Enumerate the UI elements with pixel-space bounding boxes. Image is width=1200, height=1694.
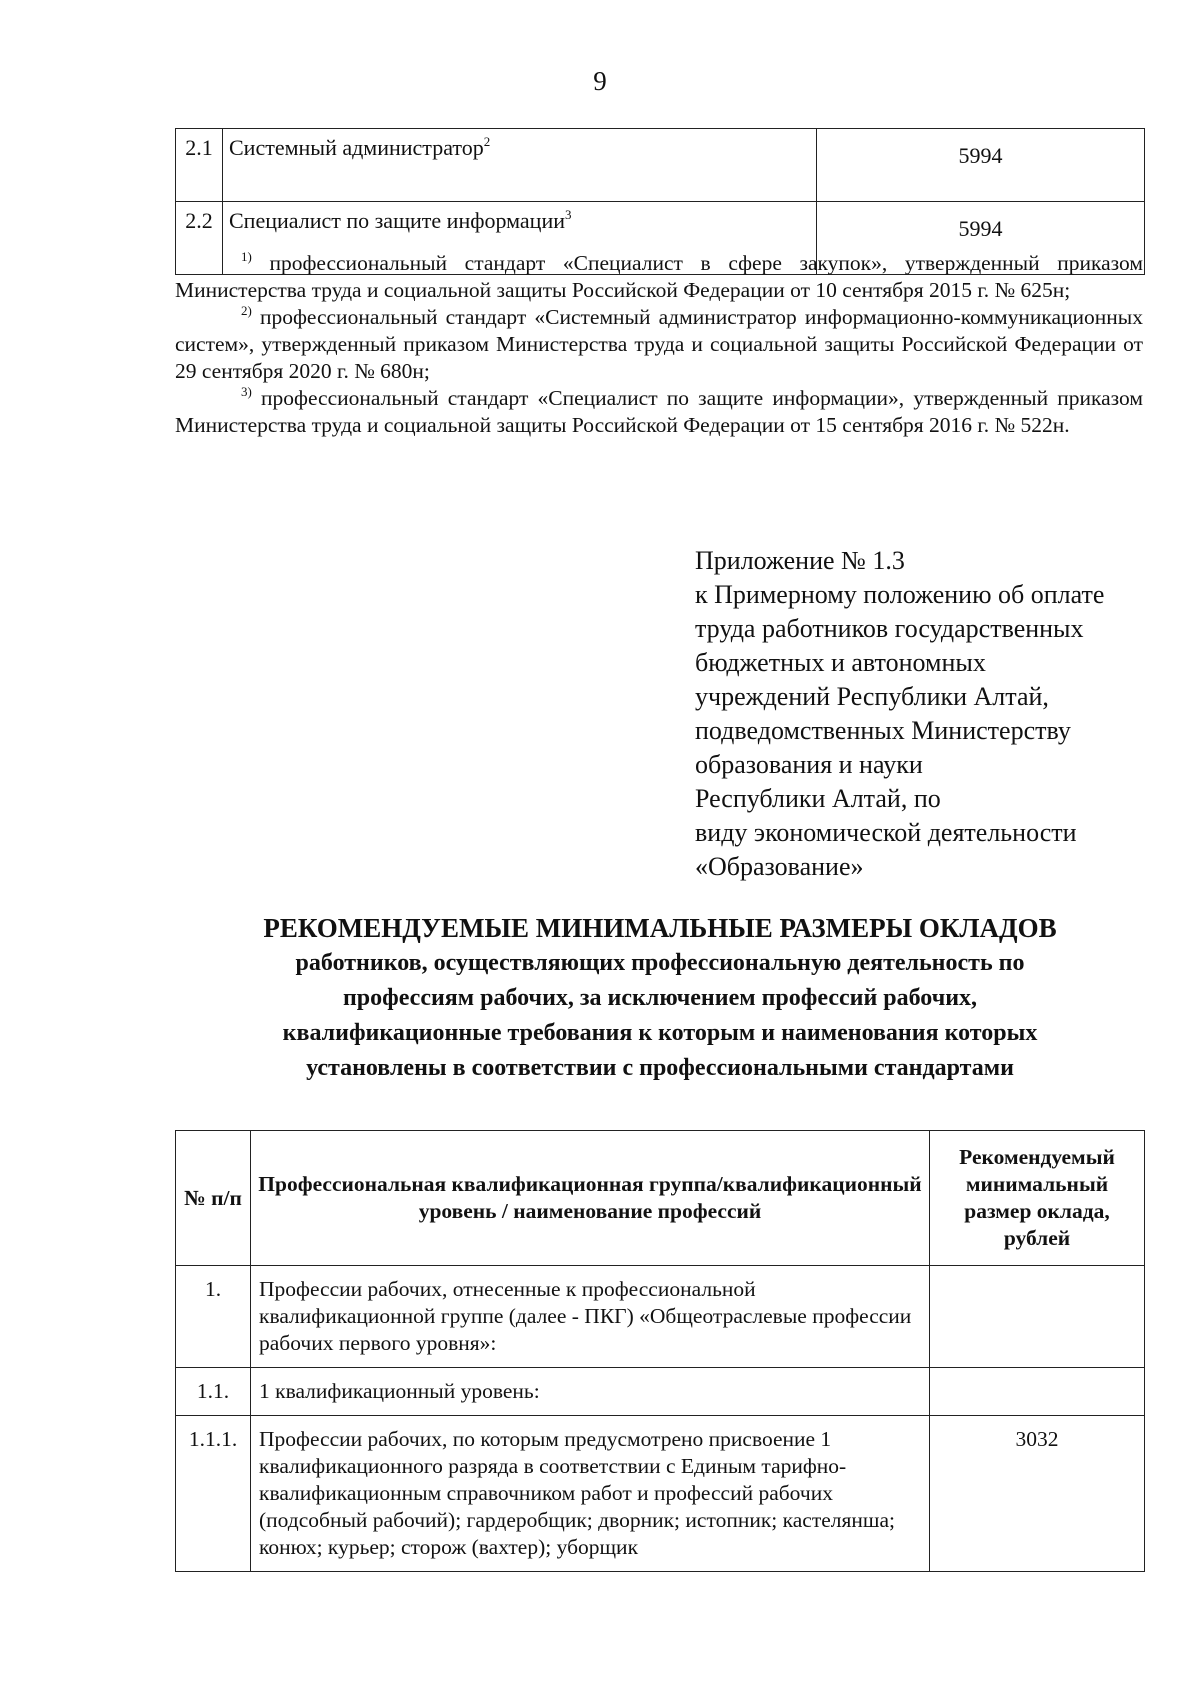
page-number: 9 — [593, 66, 607, 96]
salary-table — [175, 1130, 1145, 1572]
appendix-line: подведомственных Министерству — [695, 716, 1071, 745]
appendix-line: Приложение № 1.3 — [695, 546, 905, 575]
footnote: $^{1)}$ профессиональный стандарт «Специалист в сфере закупок», утвержденный приказом Министерства труда и социальной защиты Российской Федерации от 10 сентября 2015 г. № 625н; — [175, 249, 1143, 302]
document-heading — [175, 910, 1145, 1086]
footnote-mark: 3) — [241, 384, 252, 399]
position-name: Специалист по защите информации$^3$ — [223, 202, 817, 275]
subtitle-line: квалификационные требования к которым и наименования которых — [282, 1020, 1038, 1046]
salary-value — [930, 1266, 1145, 1368]
appendix-line: образования и науки — [695, 750, 923, 779]
position-name: Системный администратор$^2$ — [223, 129, 817, 202]
appendix-line: труда работников государственных — [695, 614, 1084, 643]
document-title: РЕКОМЕНДУЕМЫЕ МИНИМАЛЬНЫЕ РАЗМЕРЫ ОКЛАДОВ — [263, 913, 1057, 943]
row-number: 1.1.1. — [176, 1416, 251, 1572]
salary-value: 5994 — [817, 129, 1145, 202]
group-name: Профессии рабочих, отнесенные к профессиональной квалификационной группе (далее - ПКГ) «Общеотраслевые профессии рабочих первого уровня»: — [251, 1266, 930, 1368]
appendix-line: бюджетных и автономных — [695, 648, 986, 677]
header-group: Профессиональная квалификационная группа/квалификационный уровень / наименование профессий — [251, 1131, 930, 1266]
footnote-mark: 2) — [241, 303, 252, 318]
row-number: 2.2 — [176, 202, 223, 275]
table-header-row — [176, 1131, 1145, 1266]
row-number: 1.1. — [176, 1368, 251, 1416]
appendix-line: к Примерному положению об оплате — [695, 580, 1105, 609]
subtitle-line: профессиям рабочих, за исключением профессий рабочих, — [342, 985, 978, 1011]
subtitle-line: работников, осуществляющих профессиональную деятельность по — [295, 950, 1025, 976]
appendix-reference — [695, 544, 1165, 884]
header-number: № п/п — [176, 1131, 251, 1266]
footnote-mark: 3 — [565, 207, 572, 222]
appendix-line: Республики Алтай, по — [695, 784, 941, 813]
appendix-line: учреждений Республики Алтай, — [695, 682, 1049, 711]
table-row — [176, 1368, 1145, 1416]
appendix-line: «Образование» — [695, 852, 864, 881]
salary-value — [930, 1368, 1145, 1416]
group-name: Профессии рабочих, по которым предусмотрено присвоение 1 квалификационного разряда в соответствии с Единым тарифно-квалификационным справочником работ и профессий рабочих (подсобный рабочий); гардеробщик; дворник; истопник; кастелянша; конюх; курьер; сторож (вахтер); уборщик — [251, 1416, 930, 1572]
row-number: 1. — [176, 1266, 251, 1368]
table-row — [176, 1266, 1145, 1368]
appendix-line: виду экономической деятельности — [695, 818, 1077, 847]
footnote: $^{2)}$ профессиональный стандарт «Системный администратор информационно-коммуникационных систем», утвержденный приказом Министерства труда и социальной защиты Российской Федерации от 29 сентября 2020 г. № 680н; — [175, 303, 1143, 383]
table-row — [176, 1416, 1145, 1572]
footnote: $^{3)}$ профессиональный стандарт «Специалист по защите информации», утвержденный приказом Министерства труда и социальной защиты Российской Федерации от 15 сентября 2016 г. № 522н. — [175, 384, 1143, 437]
footnote-mark: 2 — [483, 134, 491, 149]
header-salary: Рекомендуемый минимальный размер оклада, рублей — [930, 1131, 1145, 1266]
row-number: 2.1 — [176, 129, 223, 202]
group-name: 1 квалификационный уровень: — [251, 1368, 930, 1416]
salary-value: 5994 — [817, 202, 1145, 275]
footnote-mark: 1) — [241, 249, 252, 264]
subtitle-line: установлены в соответствии с профессиональными стандартами — [306, 1055, 1014, 1081]
table-row — [176, 129, 1145, 202]
salary-value: 3032 — [930, 1416, 1145, 1572]
footnotes — [175, 250, 1143, 439]
